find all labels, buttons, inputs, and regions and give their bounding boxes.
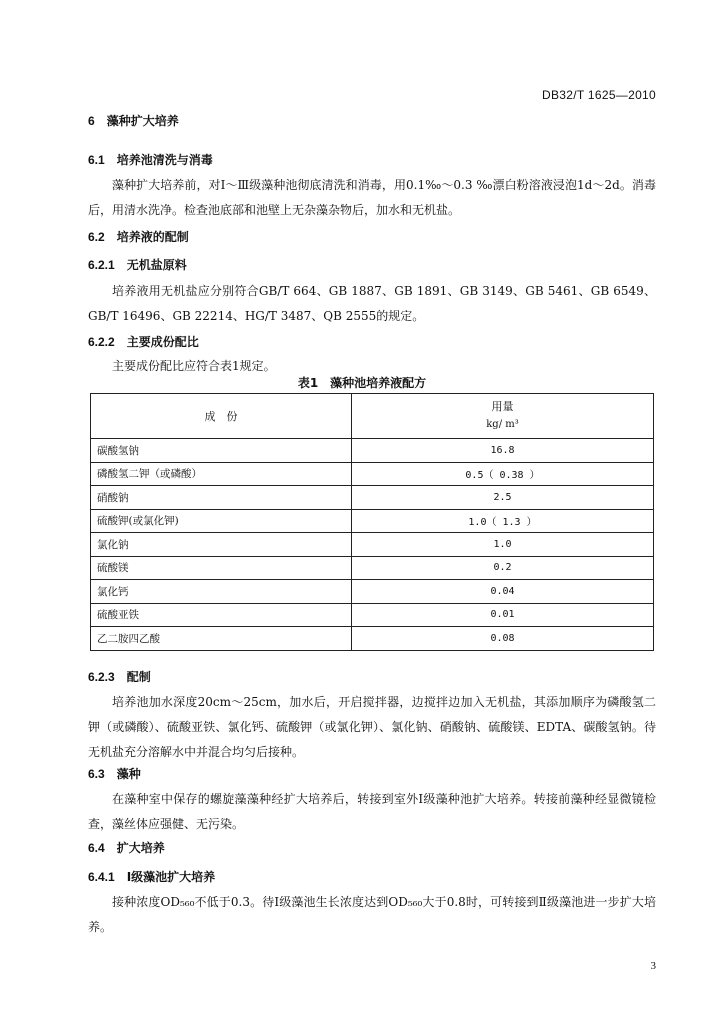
component-amount: 1.0（ 1.3 ） (352, 509, 654, 533)
table-caption (0, 374, 724, 391)
section-heading-6-1 (88, 151, 213, 168)
section-title: 无机盐原料 (126, 258, 187, 272)
page-number: 3 (650, 960, 656, 972)
component-name: 氯化钙 (91, 580, 352, 604)
section-number: 6.2 (88, 230, 105, 244)
section-heading-6-2-3 (88, 668, 151, 685)
amount-label: 用量 (491, 400, 514, 413)
component-header: 成 份 (91, 394, 352, 439)
section-title: 藻种 (116, 767, 141, 781)
section-number: 6.2.3 (88, 670, 115, 684)
table-row (91, 580, 654, 604)
component-name: 硫酸镁 (91, 556, 352, 580)
section-title: 配制 (126, 670, 151, 684)
paragraph-6-2-2: 主要成份配比应符合表1规定。 (112, 359, 276, 373)
table-row (91, 627, 654, 651)
table-row (91, 462, 654, 486)
component-amount: 0.2 (352, 556, 654, 580)
component-name: 硫酸亚铁 (91, 603, 352, 627)
table-header-row (91, 394, 654, 439)
paragraph-6-4-1: 接种浓度OD₅₆₀不低于0.3。待Ⅰ级藻池生长浓度达到OD₅₆₀大于0.8时，可转接到Ⅱ级藻池进一步扩大培养。 (88, 895, 656, 934)
section-heading-6-3 (88, 765, 141, 782)
table-row (91, 533, 654, 557)
section-title: 扩大培养 (116, 841, 165, 855)
amount-header (352, 394, 654, 439)
component-name: 硫酸钾(或氯化钾) (91, 509, 352, 533)
section-heading-6-2-2 (88, 333, 199, 350)
unit-label: kg/ m³ (486, 419, 519, 430)
table-row (91, 509, 654, 533)
component-name: 氯化钠 (91, 533, 352, 557)
paragraph-6-1: 藻种扩大培养前，对Ⅰ～Ⅲ级藻种池彻底清洗和消毒，用0.1‰～0.3 ‰漂白粉溶液浸泡1d～2d。消毒后，用清水洗净。检查池底部和池壁上无杂藻杂物后，加水和无机盐。 (88, 178, 656, 217)
section-heading-6-2-1 (88, 256, 187, 273)
section-number: 6.2.1 (88, 258, 115, 272)
section-number: 6.4 (88, 841, 105, 855)
section-title: 主要成份配比 (126, 335, 199, 349)
section-heading-6-2 (88, 228, 189, 245)
section-title: Ⅰ级藻池扩大培养 (126, 870, 216, 884)
section-number: 6.2.2 (88, 335, 115, 349)
component-amount: 0.01 (352, 603, 654, 627)
section-heading-6 (88, 112, 179, 129)
section-number: 6 (88, 114, 95, 128)
section-heading-6-4-1 (88, 868, 215, 885)
standard-code: DB32/T 1625—2010 (542, 88, 656, 102)
table-row (91, 603, 654, 627)
section-title: 培养池清洗与消毒 (116, 153, 213, 167)
component-amount: 0.04 (352, 580, 654, 604)
component-amount: 0.08 (352, 627, 654, 651)
component-name: 硝酸钠 (91, 486, 352, 510)
table-row (91, 486, 654, 510)
paragraph-6-3: 在藻种室中保存的螺旋藻藻种经扩大培养后，转接到室外Ⅰ级藻种池扩大培养。转接前藻种经显微镜检查，藻丝体应强健、无污染。 (88, 792, 656, 831)
formula-table (90, 393, 654, 651)
section-title: 培养液的配制 (116, 230, 189, 244)
section-number: 6.1 (88, 153, 105, 167)
component-amount: 0.5（ 0.38 ） (352, 462, 654, 486)
component-amount: 2.5 (352, 486, 654, 510)
section-title: 藻种扩大培养 (106, 114, 179, 128)
component-amount: 1.0 (352, 533, 654, 557)
section-number: 6.4.1 (88, 870, 115, 884)
table-row (91, 439, 654, 463)
paragraph-6-2-3: 培养池加水深度20cm～25cm，加水后，开启搅拌器，边搅拌边加入无机盐，其添加顺序为磷酸氢二钾（或磷酸）、硫酸亚铁、氯化钙、硫酸钾（或氯化钾）、氯化钠、硝酸钠、硫酸镁、EDTA、碳酸氢钠。待无机盐充分溶解水中并混合均匀后接种。 (88, 695, 656, 759)
paragraph-6-2-1: 培养液用无机盐应分别符合GB/T 664、GB 1887、GB 1891、GB 3149、GB 5461、GB 6549、GB/T 16496、GB 22214、HG/T 3487、QB 2555的规定。 (88, 284, 656, 323)
table-number: 表1 (297, 376, 319, 390)
section-number: 6.3 (88, 767, 105, 781)
section-heading-6-4 (88, 839, 165, 856)
component-amount: 16.8 (352, 439, 654, 463)
table-title: 藻种池培养液配方 (330, 376, 427, 390)
component-name: 乙二胺四乙酸 (91, 627, 352, 651)
component-name: 磷酸氢二钾（或磷酸） (91, 462, 352, 486)
table-row (91, 556, 654, 580)
component-name: 碳酸氢钠 (91, 439, 352, 463)
